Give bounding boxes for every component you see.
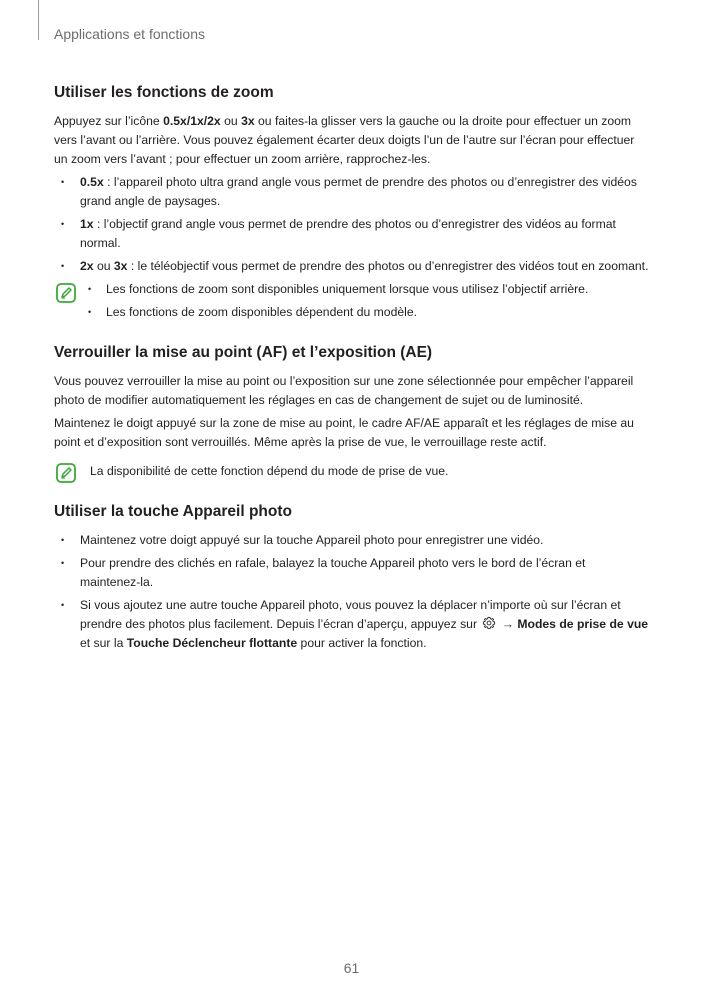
afae-note-text: La disponibilité de cette fonction dépend du mode de prise de vue. <box>90 464 449 478</box>
zoom-note <box>54 280 649 322</box>
list-item: • Les fonctions de zoom disponibles dépendent du modèle. <box>106 303 649 322</box>
list-item: • 0.5x : l’appareil photo ultra grand angle vous permet de prendre des photos ou d’enregistrer des vidéos grand angle de paysages. <box>54 173 649 211</box>
note-icon <box>56 463 76 483</box>
header-rule <box>38 0 39 40</box>
page-content <box>54 84 649 657</box>
list-item: • Les fonctions de zoom sont disponibles uniquement lorsque vous utilisez l’objectif arrière. <box>106 280 649 299</box>
afae-paragraph-2: Maintenez le doigt appuyé sur la zone de mise au point, le cadre AF/AE apparaît et les réglages de mise au point et d’exposition sont verrouillés. Même après la prise de vue, le verrouillage reste actif. <box>54 416 634 449</box>
list-item: • Pour prendre des clichés en rafale, balayez la touche Appareil photo vers le bord de l’écran et maintenez-la. <box>54 554 649 592</box>
zoom-bullets <box>54 173 649 276</box>
list-item: • 2x ou 3x : le téléobjectif vous permet de prendre des photos ou d’enregistrer des vidéos tout en zoomant. <box>54 257 649 276</box>
list-item: • 1x : l’objectif grand angle vous permet de prendre des photos ou d’enregistrer des vidéos au format normal. <box>54 215 649 253</box>
header-title: Applications et fonctions <box>54 26 205 42</box>
afae-section <box>54 344 649 481</box>
shutter-section <box>54 503 649 653</box>
note-icon <box>56 283 76 303</box>
zoom-note-list <box>106 280 649 322</box>
afae-note <box>54 460 649 481</box>
zoom-section <box>54 84 649 322</box>
gear-icon <box>482 616 496 630</box>
zoom-heading: Utiliser les fonctions de zoom <box>54 84 274 101</box>
list-item: • Maintenez votre doigt appuyé sur la touche Appareil photo pour enregistrer une vidéo. <box>54 531 649 550</box>
zoom-intro: Appuyez sur l’icône 0.5x/1x/2x ou 3x ou faites-la glisser vers la gauche ou la droite pour effectuer un zoom vers l’avant ou l’arrière. Vous pouvez également écarter deux doigts l’un de l’autre sur l’écran pour effectuer un zoom vers l’avant ; pour effectuer un zoom arrière, rapprochez-les. <box>54 114 635 166</box>
shutter-heading: Utiliser la touche Appareil photo <box>54 503 292 520</box>
afae-heading: Verrouiller la mise au point (AF) et l’exposition (AE) <box>54 344 433 361</box>
page-number: 61 <box>343 960 360 976</box>
shutter-bullets <box>54 531 649 653</box>
afae-paragraph-1: Vous pouvez verrouiller la mise au point ou l’exposition sur une zone sélectionnée pour empêcher l’appareil photo de modifier automatiquement les réglages en cas de changement de sujet ou de luminosité. <box>54 374 634 407</box>
list-item: • Si vous ajoutez une autre touche Appareil photo, vous pouvez la déplacer n’importe où sur l’écran et prendre des photos plus facilement. Depuis l’écran d’aperçu, appuyez sur → Modes de prise de vue et sur la Touche Déclencheur flottante pour activer la fonction. <box>54 596 649 653</box>
